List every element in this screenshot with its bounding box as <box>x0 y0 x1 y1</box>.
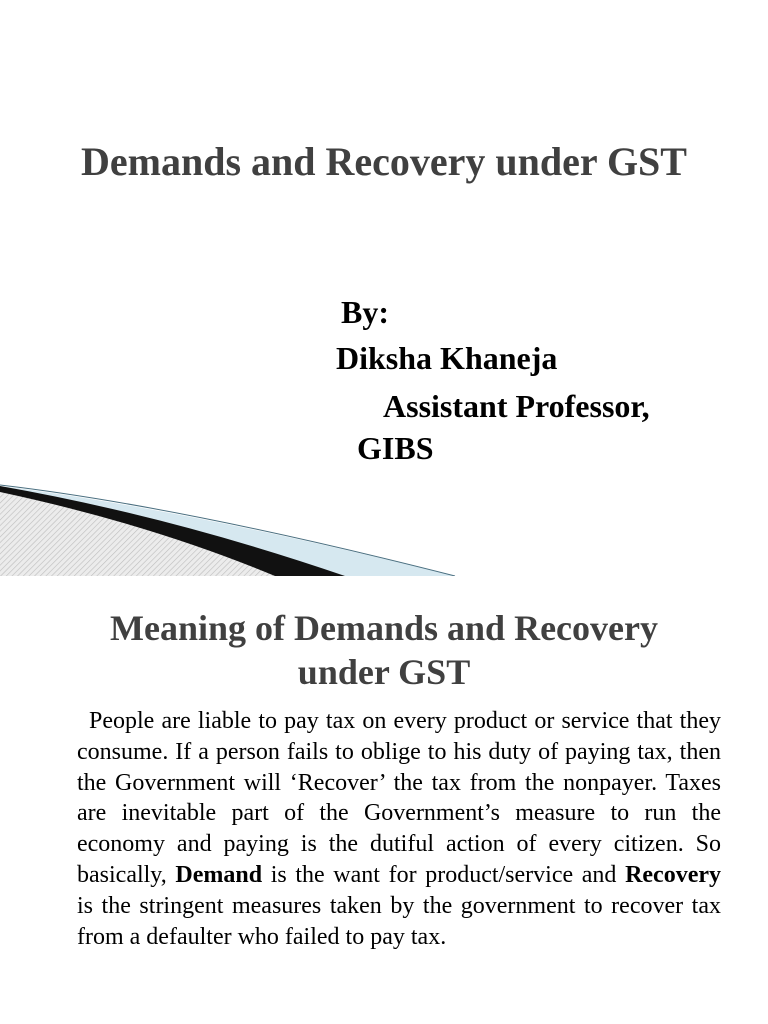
section-heading <box>40 606 728 694</box>
author-role: Assistant Professor, <box>383 388 650 424</box>
content-slide <box>0 576 768 1024</box>
slide-title: Demands and Recovery under GST <box>81 139 687 184</box>
paragraph-part-1: People are liable to pay tax on every product or service that they consume. If a person fails to oblige to his duty of paying tax, then the Government will ‘Recover’ the tax from the nonpayer. Taxes are inevitable part of the Government’s measure to run the economy and paying is the dutiful action of every citizen. So basically, <box>77 708 721 888</box>
paragraph-part-2: is the want for product/service and <box>270 861 617 888</box>
heading-line-1: Meaning of Demands and Recovery <box>110 608 658 648</box>
paragraph-part-3: is the stringent measures taken by the government to recover tax from a defaulter who failed to pay tax. <box>77 892 721 950</box>
by-label: By: <box>341 294 389 330</box>
body-paragraph <box>77 706 721 952</box>
term-recovery: Recovery <box>625 861 722 888</box>
decorative-swoosh <box>0 480 768 576</box>
term-demand: Demand <box>175 861 263 888</box>
author-organization: GIBS <box>357 430 434 466</box>
heading-line-2: under GST <box>297 652 471 692</box>
author-name: Diksha Khaneja <box>336 340 558 376</box>
